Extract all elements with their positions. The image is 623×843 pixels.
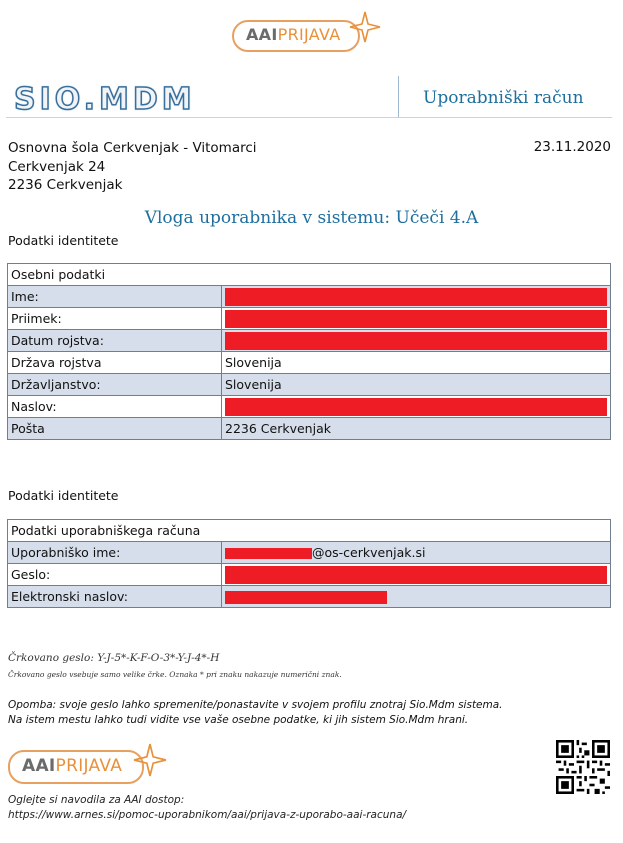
username-domain: @os-cerkvenjak.si bbox=[312, 545, 426, 560]
row-label: Priimek: bbox=[8, 308, 222, 330]
table-row bbox=[8, 564, 611, 586]
table-row bbox=[8, 286, 611, 308]
star-icon bbox=[132, 742, 168, 778]
school-name: Osnovna šola Cerkvenjak - Vitomarci bbox=[8, 140, 257, 156]
redaction-bar bbox=[225, 310, 607, 328]
table-row bbox=[8, 330, 611, 352]
password-label: Geslo: bbox=[8, 564, 222, 586]
footer-instructions bbox=[8, 793, 406, 823]
email-label: Elektronski naslov: bbox=[8, 586, 222, 608]
aai-prijava-logo-footer bbox=[8, 742, 168, 786]
school-city: 2236 Cerkvenjak bbox=[8, 177, 123, 193]
role-title: Vloga uporabnika v sistemu: Učeči 4.A bbox=[144, 208, 479, 228]
aai-prijava-logo bbox=[232, 14, 382, 54]
aai-logo-rest: PRIJAVA bbox=[55, 756, 123, 776]
email-value-redacted bbox=[222, 586, 611, 608]
row-label: Naslov: bbox=[8, 396, 222, 418]
note-line-2: Na istem mestu lahko tudi vidite vse vaše osebne podatke, ki jih sistem Sio.Mdm hrani. bbox=[8, 714, 469, 726]
header-divider bbox=[398, 76, 399, 117]
table-header: Osebni podatki bbox=[8, 264, 611, 286]
redaction-bar bbox=[225, 288, 607, 306]
table-row bbox=[8, 352, 611, 374]
table-header: Podatki uporabniškega računa bbox=[8, 520, 611, 542]
username-value bbox=[222, 542, 611, 564]
document-date: 23.11.2020 bbox=[533, 139, 611, 155]
note-line-1: Opomba: svoje geslo lahko spremenite/ponastavite v svojem profilu znotraj Sio.Mdm sistema. bbox=[8, 699, 503, 711]
row-value: 2236 Cerkvenjak bbox=[222, 418, 611, 440]
row-label: Ime: bbox=[8, 286, 222, 308]
redaction-bar bbox=[225, 548, 312, 559]
footer-line-1: Oglejte si navodila za AAI dostop: bbox=[8, 794, 185, 806]
row-label: Država rojstva bbox=[8, 352, 222, 374]
row-label: Datum rojstva: bbox=[8, 330, 222, 352]
identity-section-label: Podatki identitete bbox=[8, 233, 119, 248]
row-value-redacted bbox=[222, 330, 611, 352]
aai-logo-bold: AAI bbox=[22, 756, 56, 776]
star-icon bbox=[348, 10, 382, 44]
row-value-redacted bbox=[222, 396, 611, 418]
table-row bbox=[8, 374, 611, 396]
row-label: Pošta bbox=[8, 418, 222, 440]
account-section-label: Podatki identitete bbox=[8, 488, 119, 503]
spelled-password: Črkovano geslo: Y-J-5*-K-F-O-3*-Y-J-4*-H bbox=[8, 652, 220, 664]
table-row bbox=[8, 308, 611, 330]
aai-logo-bold: AAI bbox=[246, 25, 278, 44]
row-value-redacted bbox=[222, 286, 611, 308]
row-value-redacted bbox=[222, 308, 611, 330]
username-label: Uporabniško ime: bbox=[8, 542, 222, 564]
school-address bbox=[8, 139, 257, 195]
account-data-table bbox=[7, 519, 611, 608]
table-header-row bbox=[8, 264, 611, 286]
table-row bbox=[8, 542, 611, 564]
redaction-bar bbox=[225, 398, 607, 416]
redaction-bar bbox=[225, 332, 607, 350]
page-title: Uporabniški račun bbox=[423, 88, 584, 108]
table-row bbox=[8, 396, 611, 418]
header-underline bbox=[6, 117, 612, 118]
school-street: Cerkvenjak 24 bbox=[8, 158, 106, 175]
aai-logo-rest: PRIJAVA bbox=[277, 25, 341, 44]
table-header-row bbox=[8, 520, 611, 542]
row-value: Slovenija bbox=[222, 374, 611, 396]
note-paragraph bbox=[8, 698, 503, 728]
siomdm-logo: SIO.MDM bbox=[14, 82, 196, 117]
qr-code-icon bbox=[556, 740, 610, 794]
table-row bbox=[8, 586, 611, 608]
redaction-bar bbox=[225, 591, 387, 604]
footer-link[interactable]: https://www.arnes.si/pomoc-uporabnikom/aai/prijava-z-uporabo-aai-racuna/ bbox=[8, 809, 407, 821]
table-row bbox=[8, 418, 611, 440]
password-value-redacted bbox=[222, 564, 611, 586]
row-label: Državljanstvo: bbox=[8, 374, 222, 396]
redaction-bar bbox=[225, 566, 607, 584]
personal-data-table bbox=[7, 263, 611, 440]
spelled-password-hint: Črkovano geslo vsebuje samo velike črke. Oznaka * pri znaku nakazuje numerični znak. bbox=[8, 670, 342, 679]
row-value: Slovenija bbox=[222, 352, 611, 374]
